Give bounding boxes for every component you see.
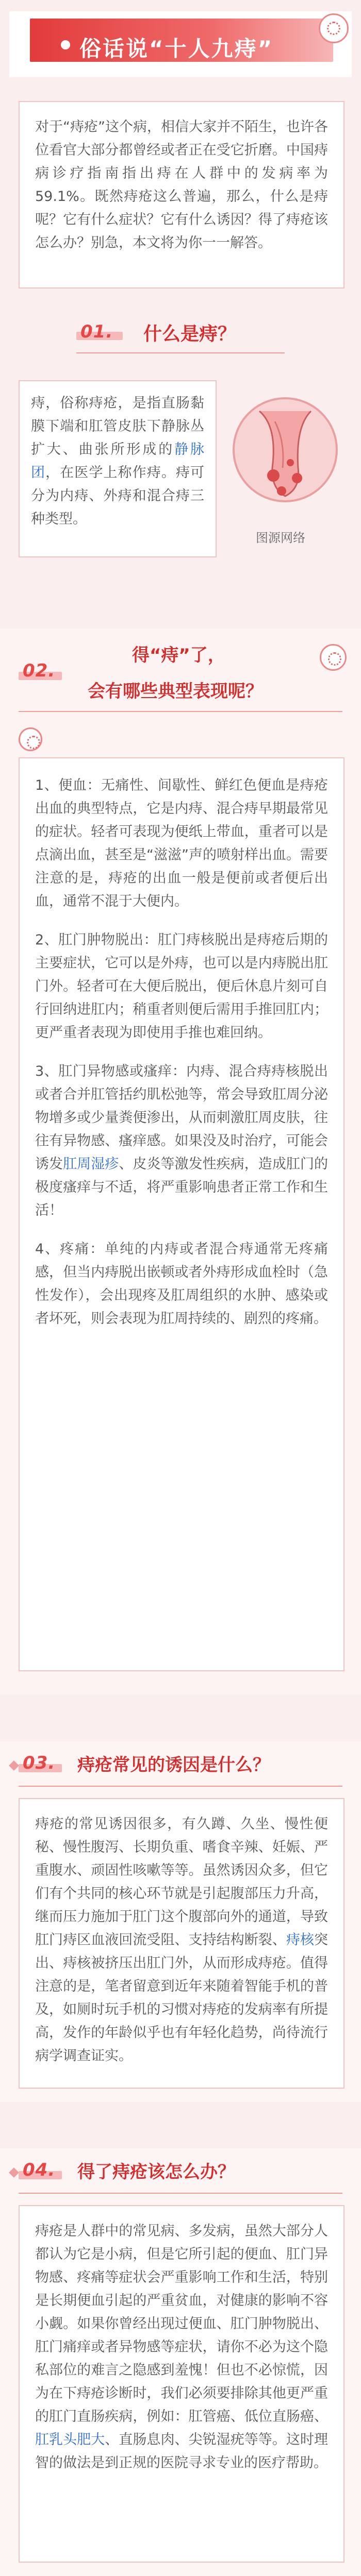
decor-diamond <box>9 2167 19 2178</box>
section-number: 03. <box>23 1753 56 1773</box>
image-caption: 图源网络 <box>256 531 305 545</box>
header-bullet-icon <box>61 40 70 49</box>
section-1-text-box <box>19 380 217 557</box>
flower-seal-icon <box>19 727 42 751</box>
flower-seal-icon <box>320 644 347 671</box>
symptom-prolapse: 2、肛门肿物脱出：肛门痔核脱出是痔疮后期的主要症状，它可以是外痔，也可以是内痔脱出肛门外。轻者可在大便后脱出，便后休息片刻可自行回纳进肛内；稍重者则便后需用手推回肛内；更严重者表现为即使用手推也难回纳。 <box>35 932 328 1041</box>
section-number: 01. <box>80 321 113 342</box>
section-title: 痔疮常见的诱因是什么？ <box>77 1755 270 1775</box>
section-title-line2: 会有哪些典型表现呢？ <box>88 681 263 702</box>
section-3-card <box>19 1798 344 2089</box>
intro-card <box>19 101 344 289</box>
link-anal-papilla[interactable]: 肛乳头肥大 <box>35 2432 105 2448</box>
header-banner <box>30 19 333 62</box>
section-1-heading <box>0 314 361 361</box>
flower-seal-icon <box>319 13 349 43</box>
link-vein-cluster[interactable]: 静脉团 <box>31 442 205 481</box>
section-1-text: 痔，俗称痔疮，是指直肠黏膜下端和肛管皮肤下静脉丛扩大、曲张所形成的静脉团，在医学上称作痔。痔可分为内痔、外痔和混合痔三种类型。 <box>31 395 205 527</box>
link-hemorrhoid-core[interactable]: 痔核 <box>286 1932 315 1948</box>
section-2-card <box>19 757 344 1671</box>
section-number: 02. <box>23 660 56 681</box>
section-underline <box>19 2193 342 2194</box>
section-title-line1: 得“痔”了， <box>132 645 225 666</box>
section-2-container <box>0 629 361 1695</box>
header-panel <box>9 11 352 77</box>
section-3-container <box>0 1741 361 2102</box>
section-3-text: 痔疮的常见诱因很多，有久蹲、久坐、慢性便秘、慢性腹泻、长期负重、嗜食辛辣、妊娠、严重腹水、顽固性咳嗽等等。虽然诱因众多，但它们有个共同的核心环节就是引起腹部压力升高，继而压力施加于肛门这个腹部向外的通道，导致肛门痔区血液回流受阻、支持结构断裂、痔核突出、痔核被挤压出肛门外，从而形成痔疮。值得注意的是，笔者留意到近年来随着智能手机的普及，如厕时玩手机的习惯对痔疮的发病率有所提高，发作的年龄似乎也有年轻化趋势，尚待流行病学调查证实。 <box>35 1816 329 2064</box>
anatomy-illustration <box>231 391 339 519</box>
section-underline <box>76 352 285 353</box>
decor-diamond <box>9 1760 19 1771</box>
symptom-pain: 4、疼痛：单纯的内痔或者混合痔通常无疼痛感，但当内痔脱出嵌顿或者外痔形成血栓时（急性发作），会出现疼及肛周组织的水肿、感染或者坏死，则会表现为肛周持续的、剧烈的疼痛。 <box>35 1241 328 1327</box>
intro-text: 对于“痔疮”这个病，相信大家并不陌生，也许各位看官大部分都曾经或者正在受它折磨。中国痔病诊疗指南指出痔在人群中的发病率为59.1%。既然痔疮这么普遍，那么，什么是痔呢？它有什么症状？它有什么诱因？得了痔疮该怎么办？别急，本文将为你一一解答。 <box>35 119 328 251</box>
symptom-itching: 3、肛门异物感或瘙痒：内痔、混合痔痔核脱出或者合并肛管括约肌松弛等，常会导致肛周分泌物增多或少量粪便渗出，从而刺激肛周皮肤，往往有异物感、瘙痒感。如果没及时治疗，可能会诱发肛周湿疹、皮炎等激发性疾病，造成肛门的极度瘙痒与不适，将严重影响患者正常工作和生活！ <box>35 1063 329 1218</box>
section-underline <box>19 1786 342 1787</box>
section-title: 得了痔疮该怎么办？ <box>77 2162 235 2182</box>
section-4-text: 痔疮是人群中的常见病、多发病，虽然大部分人都认为它是小病，但是它所引起的便血、肛门异物感、疼痛等症状会严重影响工作和生活，特别是长期便血引起的严重贫血，对健康的影响不容小觑。如果你曾经出现过便血、肛门肿物脱出、肛门痛痒或者异物感等症状，请你不必为这个隐私部位的难言之隐感到羞愧！但也不必惊慌，因为在下痔疮诊断时，我们必须要排除其他更严重的肛门直肠疾病，例如：肛管癌、低位直肠癌、肛乳头肥大、直肠息肉、尖锐湿疣等等。这时理智的做法是到正规的医院寻求专业的医疗帮助。 <box>35 2223 328 2471</box>
link-perianal-eczema[interactable]: 肛周湿疹 <box>63 1156 119 1172</box>
section-4-container <box>0 2148 361 2576</box>
section-title: 什么是痔？ <box>143 324 237 345</box>
section-number: 04. <box>23 2160 56 2180</box>
section-4-card <box>19 2205 344 2563</box>
section-underline <box>19 711 342 712</box>
symptom-bleeding: 1、便血：无痛性、间歇性、鲜红色便血是痔疮出血的典型特点，它是内痔、混合痔早期最常见的症状。轻者可表现为便纸上带血，重者可以是点滴出血，甚至是“滋滋”声的喷射样出血。需要注意的是，痔疮的出血一般是便前或者便后出血，通常不混于大便内。 <box>35 777 328 909</box>
page-title: 俗话说“十人九痔” <box>79 36 274 61</box>
section-1-body <box>19 380 342 586</box>
